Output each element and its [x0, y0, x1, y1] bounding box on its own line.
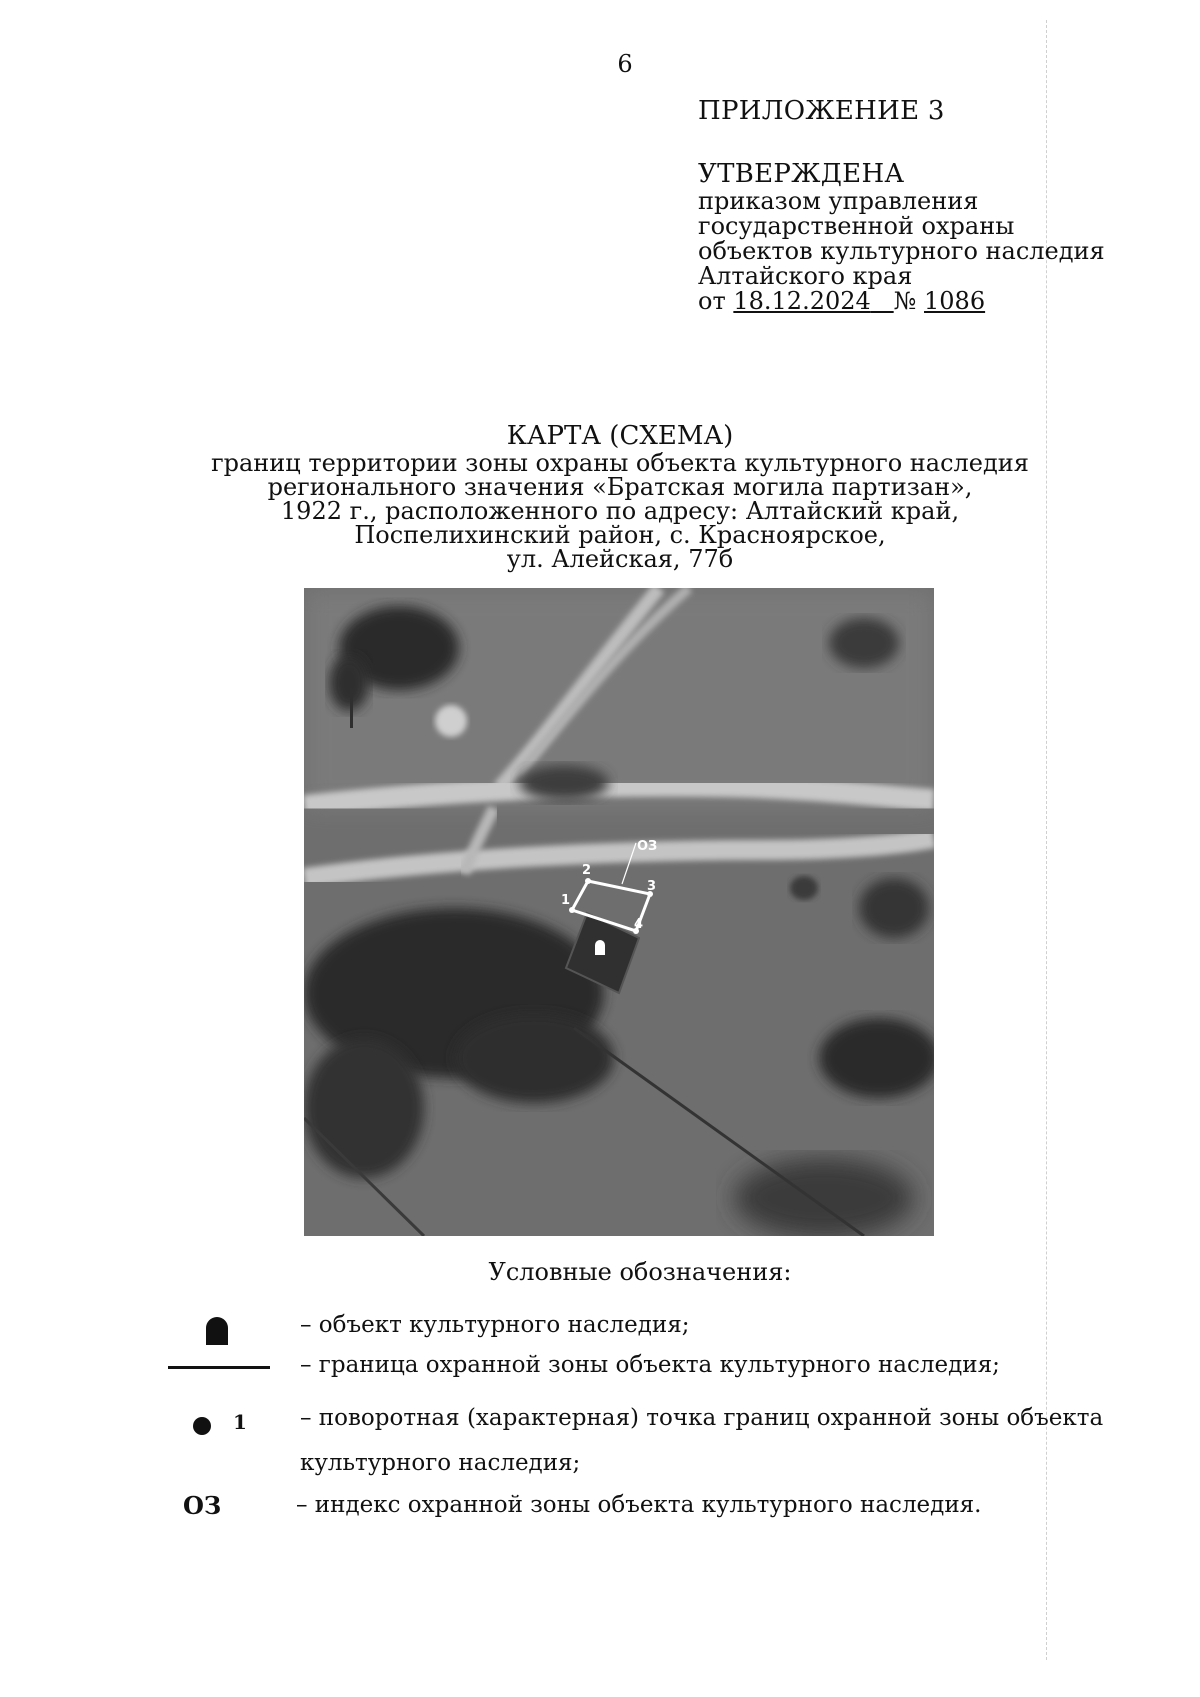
legend-point-text-1: – поворотная (характерная) точка границ охранной зоны объекта	[300, 1405, 1104, 1431]
title-line: границ территории зоны охраны объекта культурного наследия	[211, 449, 1029, 477]
tree-cluster	[734, 1158, 914, 1236]
point-label-4: 4	[634, 917, 644, 932]
tree-cluster	[859, 878, 929, 938]
title-line: 1922 г., расположенного по адресу: Алтайский край,	[280, 497, 960, 525]
approval-date: 18.12.2024	[733, 287, 871, 315]
title-line: ул. Алейская, 77б	[506, 545, 734, 573]
approval-line: государственной охраны	[698, 212, 1015, 240]
tree-cluster	[519, 765, 609, 801]
light-patch	[435, 705, 467, 737]
approval-line: объектов культурного наследия	[698, 237, 1105, 265]
boundary-point	[585, 878, 591, 884]
legend-index-text: – индекс охранной зоны объекта культурного наследия.	[296, 1492, 982, 1518]
appendix-label: ПРИЛОЖЕНИЕ 3	[698, 96, 945, 126]
date-gap	[871, 287, 894, 315]
point-dot-icon	[193, 1417, 211, 1435]
monument-icon	[595, 940, 605, 955]
aerial-map	[304, 588, 934, 1236]
tree-cluster	[454, 1013, 614, 1103]
tree-cluster	[829, 618, 899, 668]
page-number: 6	[617, 50, 633, 78]
legend-title: Условные обозначения:	[488, 1258, 792, 1286]
approval-heading: УТВЕРЖДЕНА	[698, 159, 905, 189]
document-title	[200, 421, 1040, 573]
legend-monument-text: – объект культурного наследия;	[300, 1312, 690, 1338]
approval-date-line	[698, 289, 1105, 314]
tree-cluster	[329, 655, 369, 711]
point-label-3: 3	[647, 879, 657, 894]
monument-icon	[206, 1317, 228, 1345]
tree-cluster	[304, 1038, 424, 1178]
title-line: Поспелихинский район, с. Красноярское,	[354, 521, 886, 549]
zone-index-label: ОЗ	[637, 839, 658, 854]
approval-line: приказом управления	[698, 187, 979, 215]
point-label-2: 2	[582, 863, 592, 878]
date-prefix: от	[698, 287, 734, 315]
approval-block	[698, 159, 1105, 315]
legend-boundary-text: – граница охранной зоны объекта культурного наследия;	[300, 1352, 1000, 1378]
legend-point-text-2: культурного наследия;	[300, 1450, 581, 1476]
tree-cluster	[819, 1018, 934, 1098]
point-label-1: 1	[561, 893, 571, 908]
map-drawing	[304, 588, 934, 1236]
title-heading: КАРТА (СХЕМА)	[506, 421, 734, 451]
boundary-line-symbol	[168, 1366, 270, 1369]
tree-trunk	[350, 688, 353, 728]
point-symbol-label: 1	[233, 1410, 247, 1434]
bush	[790, 876, 818, 900]
number-prefix: №	[893, 287, 925, 315]
approval-number: 1086	[924, 287, 986, 315]
title-line: регионального значения «Братская могила партизан»,	[267, 473, 973, 501]
zone-index-symbol: ОЗ	[183, 1491, 222, 1520]
approval-line: Алтайского края	[698, 262, 913, 290]
